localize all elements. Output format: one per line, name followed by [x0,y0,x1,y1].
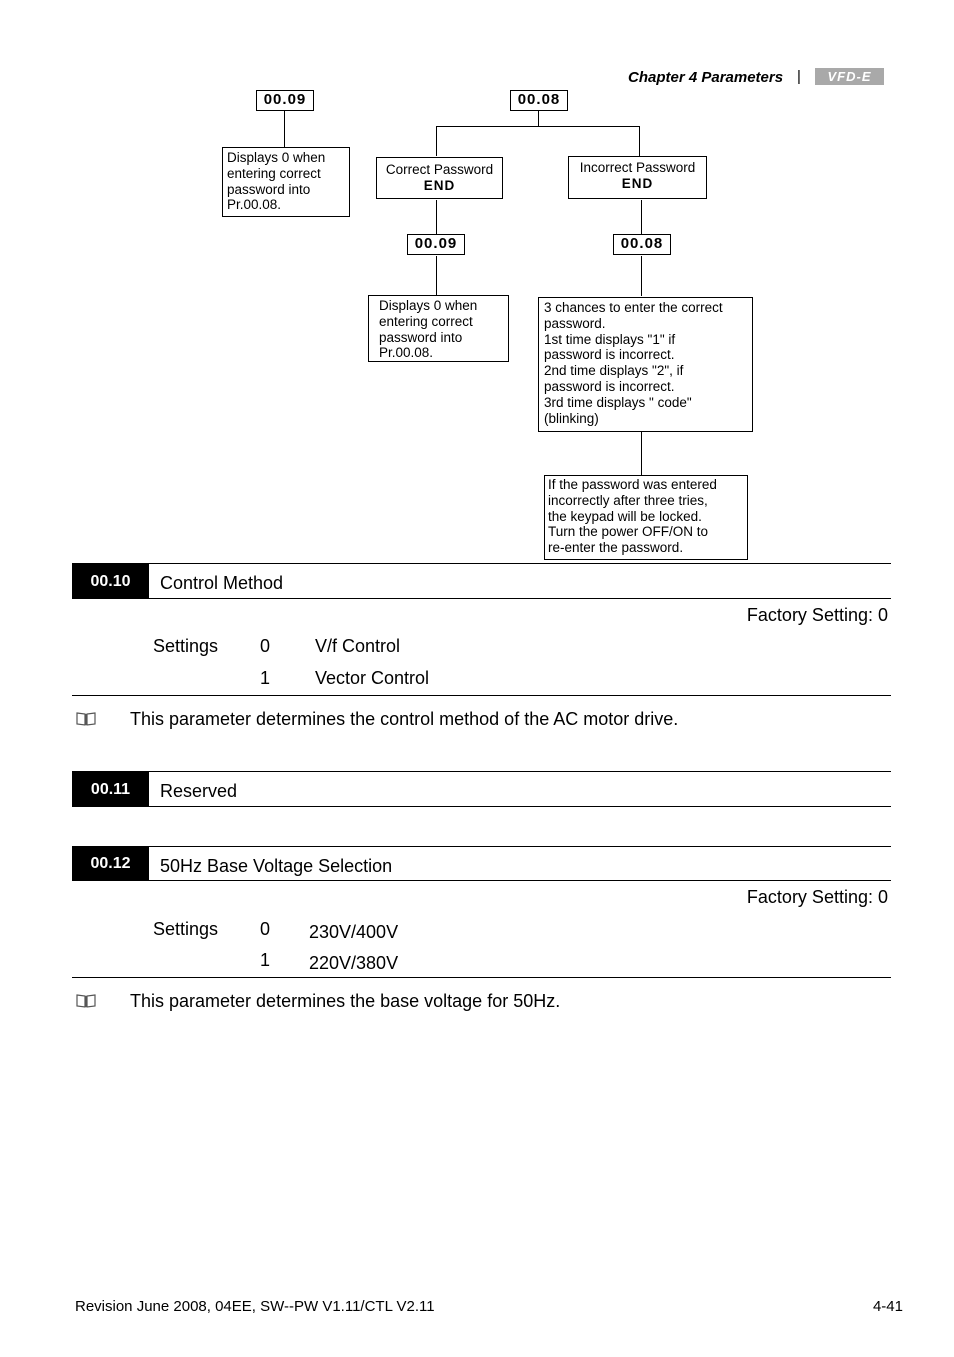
param-title: 50Hz Base Voltage Selection [160,856,393,876]
note-line: entering correct [227,165,321,181]
note-line: 2nd time displays "2", if [544,363,684,379]
chapter-title: Chapter 4 Parameters [628,69,784,86]
section-rule [149,880,891,881]
note-line: 1st time displays "1" if [544,331,676,347]
setting-description: Vector Control [315,668,430,688]
revision-footer: Revision June 2008, 04EE, SW--PW V1.11/CTL V2.11 [75,1298,435,1315]
setting-description: V/f Control [315,636,401,656]
note-line: entering correct [379,313,473,329]
setting-value: 1 [260,668,271,688]
note-line: re-enter the password. [548,540,684,556]
setting-description: 220V/380V [309,953,399,973]
top-left-code-box: 00.09 [256,90,314,111]
connector-line [639,126,640,156]
note-line: incorrectly after three tries, [548,492,708,508]
note-line: Turn the power OFF/ON to [548,524,709,540]
note-line: Pr.00.08. [379,345,434,361]
book-icon [76,711,96,727]
connector-line [641,256,642,296]
param-code-tag: 00.11 [72,772,149,807]
setting-value: 0 [260,636,271,656]
factory-setting: Factory Setting: 0 [746,887,888,907]
page-number: 4-41 [872,1298,903,1315]
mid-left-note-box [368,295,509,362]
mid-right-code-box: 00.08 [613,234,671,255]
book-icon [76,993,96,1009]
note-line: Displays 0 when [227,150,326,165]
top-left-note-box [222,147,350,217]
note-line: If the password was entered [548,477,717,492]
section-rule [72,977,891,978]
note-line: Pr.00.08. [227,197,282,213]
section-rule [149,598,891,599]
connector-line [284,111,285,147]
correct-password-box [376,157,503,199]
mid-left-code-box: 00.09 [407,234,465,255]
end-label: END [621,176,654,191]
param-code-tag: 00.10 [72,564,149,599]
note-line: password into [379,329,463,345]
section-rule [72,695,891,696]
incorrect-password-box [568,156,707,199]
connector-line [641,432,642,475]
connector-line [641,200,642,234]
connector-line [436,256,437,296]
connector-line [436,126,437,156]
incorrect-password-label: Incorrect Password [579,160,696,175]
section-rule [72,846,891,847]
note-line: password is incorrect. [544,378,675,394]
note-line: password. [544,315,606,331]
correct-password-label: Correct Password [385,162,494,177]
note-line: password is incorrect. [544,347,675,363]
setting-value: 0 [260,919,271,939]
header-separator: | [797,68,801,85]
vfd-e-logo: VFD-E [815,68,884,85]
setting-description: 230V/400V [309,922,399,942]
section-rule [149,806,891,807]
factory-setting: Factory Setting: 0 [746,605,888,625]
branch-line [436,126,640,127]
param-title: Reserved [160,781,238,801]
setting-value: 1 [260,950,271,970]
connector-line [436,200,437,234]
settings-label: Settings [153,636,219,656]
note-line: (blinking) [544,410,599,426]
section-rule [72,563,891,564]
end-label: END [423,178,456,193]
note-line: the keypad will be locked. [548,508,702,524]
param-title: Control Method [160,573,284,593]
note-line: password into [227,181,311,197]
chances-note-box [538,297,753,432]
settings-label: Settings [153,919,219,939]
note-line: Displays 0 when [379,298,478,313]
param-note: This parameter determines the control method of the AC motor drive. [130,709,679,729]
param-note: This parameter determines the base voltage for 50Hz. [130,991,561,1011]
locked-note-box [544,475,748,560]
connector-line [538,111,539,126]
top-right-code-box: 00.08 [510,90,568,111]
note-line: 3 chances to enter the correct [544,300,723,315]
section-rule [72,771,891,772]
param-code-tag: 00.12 [72,847,149,881]
note-line: 3rd time displays " code" [544,394,692,410]
